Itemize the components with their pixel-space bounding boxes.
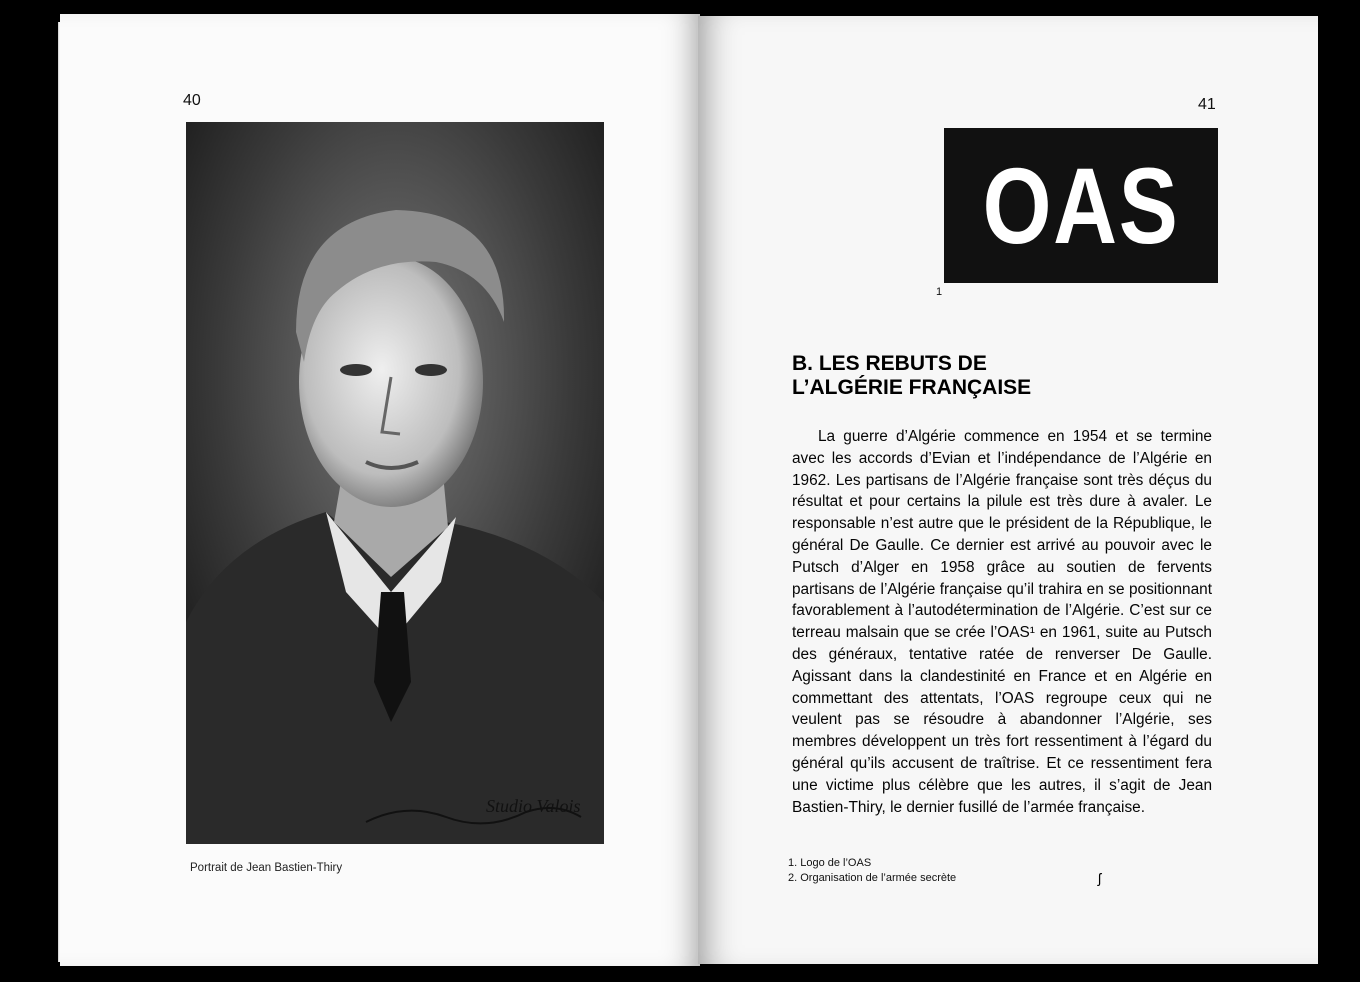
footnote-2: 2. Organisation de l’armée secrète (788, 872, 957, 884)
heading-line-2: L’ALGÉRIE FRANÇAISE (792, 376, 1032, 399)
oas-logo (944, 128, 1218, 283)
footnotes (788, 856, 956, 886)
stray-mark: ʃ (1098, 870, 1102, 886)
photo-caption: Portrait de Jean Bastien-Thiry (190, 862, 343, 874)
portrait-illustration (186, 122, 604, 844)
body-text: La guerre d’Algérie commence en 1954 et se termine avec les accords d’Evian et l’indépendance de l’Algérie en 1962. Les partisans de l’Algérie française sont très déçus du résultat et pour certains la pilule est très dure à avaler. Le responsable n’est autre que le président de la République, le général De Gaulle. Ce dernier est arrivé au pouvoir avec le Putsch d’Alger en 1958 grâce au soutien de fervents partisans de l’Algérie française qu’il trahira en se positionnant favorablement à l’autodétermination de l’Algérie. C’est sur ce terreau malsain que se crée l’OAS¹ en 1961, suite au Putsch des généraux, tentative ratée de renverser De Gaulle. Agissant dans la clandestinité en France et en Algérie en commettant des attentats, l’OAS regroupe ceux qui ne veulent pas se résoudre à abandonner l’Algérie, ses membres développent un très fort ressentiment à l’égard du général qu’ils accusent de traîtrise. Et ce ressentiment fera une victime plus célèbre que les autres, il s’agit de Jean Bastien-Thiry, le dernier fusillé de l’armée française. (792, 428, 1212, 816)
page-number-left: 40 (183, 92, 201, 109)
photo-signature: Studio Valois (486, 796, 581, 816)
heading-line-1: B. LES REBUTS DE (792, 352, 987, 375)
footnote-1: 1. Logo de l’OAS (788, 857, 872, 869)
logo-note-marker: 1 (936, 286, 943, 298)
oas-logo-text: OAS (982, 145, 1180, 266)
portrait-photo (186, 122, 604, 844)
section-heading (792, 352, 1031, 400)
page-number-right: 41 (1198, 96, 1216, 113)
body-paragraph (792, 426, 1212, 818)
